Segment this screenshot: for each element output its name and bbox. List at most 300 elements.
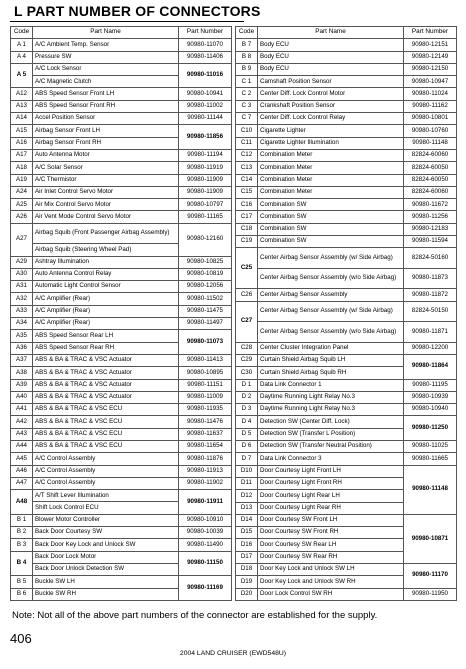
connector-code: A36 xyxy=(11,342,33,354)
part-number: 90980-11169 xyxy=(179,576,232,601)
part-number: 90980-10910 xyxy=(179,514,232,526)
connector-code: C12 xyxy=(236,149,258,161)
connector-code: B 2 xyxy=(11,527,33,539)
connector-code: D19 xyxy=(236,576,258,588)
connector-code: C28 xyxy=(236,342,258,354)
connector-code: A32 xyxy=(11,293,33,305)
connector-code: A35 xyxy=(11,330,33,342)
connector-code: C17 xyxy=(236,211,258,223)
part-number: 90980-11672 xyxy=(404,199,457,211)
part-name: Combination SW xyxy=(258,223,404,235)
table-row xyxy=(11,391,232,403)
table-row xyxy=(236,137,457,149)
page-number: 406 xyxy=(10,631,32,646)
table-row xyxy=(236,404,457,416)
part-number: 90980-11476 xyxy=(179,416,232,428)
part-name: Pressure SW xyxy=(33,51,179,63)
part-name: Back Door Lock Motor xyxy=(33,551,179,563)
connector-code: D 2 xyxy=(236,391,258,403)
table-row xyxy=(236,113,457,125)
table-row xyxy=(11,465,232,477)
header-code: Code xyxy=(11,27,33,39)
table-row xyxy=(236,354,457,366)
table-row xyxy=(11,330,232,342)
table-header-row xyxy=(11,27,232,39)
connector-code: A34 xyxy=(11,318,33,330)
connector-code: A42 xyxy=(11,416,33,428)
table-row xyxy=(236,236,457,248)
table-row xyxy=(236,125,457,137)
connector-code: A14 xyxy=(11,113,33,125)
part-name: Door Lock Control SW RH xyxy=(258,588,404,600)
connector-code: D14 xyxy=(236,514,258,526)
part-number: 90980-10801 xyxy=(404,113,457,125)
table-row xyxy=(236,51,457,63)
connector-code: C16 xyxy=(236,199,258,211)
part-name: Door Key Lock and Unlock SW RH xyxy=(258,576,404,588)
part-number: 90980-11871 xyxy=(404,322,457,343)
part-number: 90980-11935 xyxy=(179,404,232,416)
table-row xyxy=(236,211,457,223)
connector-code: A12 xyxy=(11,88,33,100)
connector-code: D 1 xyxy=(236,379,258,391)
part-number: 90980-11002 xyxy=(179,100,232,112)
connector-code: A45 xyxy=(11,453,33,465)
part-number: 90980-11073 xyxy=(179,330,232,355)
connector-code: D 7 xyxy=(236,453,258,465)
part-number: 90980-11909 xyxy=(179,174,232,186)
part-number: 90980-11490 xyxy=(179,539,232,551)
part-number: 90980-11144 xyxy=(179,113,232,125)
part-number: 82824-60050 xyxy=(404,174,457,186)
connector-code: D 5 xyxy=(236,428,258,440)
connector-code: B 5 xyxy=(11,576,33,588)
part-name: ABS & BA & TRAC & VSC Actuator xyxy=(33,367,179,379)
part-name: Auto Antenna Motor xyxy=(33,149,179,161)
part-name: Combination SW xyxy=(258,211,404,223)
part-name: Camshaft Position Sensor xyxy=(258,76,404,88)
part-number: 82824-60060 xyxy=(404,149,457,161)
part-number: 90980-11009 xyxy=(179,391,232,403)
connector-code: A18 xyxy=(11,162,33,174)
table-row xyxy=(11,186,232,198)
part-name: Crankshaft Position Sensor xyxy=(258,100,404,112)
part-name: Combination SW xyxy=(258,236,404,248)
part-number: 90980-10825 xyxy=(179,256,232,268)
table-row xyxy=(11,551,232,563)
part-number: 90980-11873 xyxy=(404,268,457,289)
table-row xyxy=(236,63,457,75)
connector-code: C11 xyxy=(236,137,258,149)
part-number: 90980-11194 xyxy=(179,149,232,161)
table-row xyxy=(11,379,232,391)
part-name: Daytime Running Light Relay No.3 xyxy=(258,391,404,403)
header-code: Code xyxy=(236,27,258,39)
table-row xyxy=(11,527,232,539)
connector-code: A 5 xyxy=(11,63,33,88)
part-name: Air Vent Mode Control Servo Motor xyxy=(33,211,179,223)
table-row xyxy=(236,100,457,112)
connector-code: A16 xyxy=(11,137,33,149)
connector-code: D13 xyxy=(236,502,258,514)
table-row xyxy=(236,186,457,198)
part-name: Back Door Unlock Detection SW xyxy=(33,563,179,575)
part-name: Automatic Light Control Sensor xyxy=(33,281,179,293)
part-name: Air Inlet Control Servo Motor xyxy=(33,186,179,198)
connector-code: C13 xyxy=(236,162,258,174)
connector-code: A37 xyxy=(11,354,33,366)
table-row xyxy=(236,88,457,100)
part-name: Airbag Sensor Front LH xyxy=(33,125,179,137)
part-number: 90980-10940 xyxy=(404,404,457,416)
part-name: Accel Position Sensor xyxy=(33,113,179,125)
part-name: Daytime Running Light Relay No.3 xyxy=(258,404,404,416)
part-number: 90980-11170 xyxy=(404,563,457,588)
part-number: 90980-11250 xyxy=(404,416,457,441)
connector-code: D 4 xyxy=(236,416,258,428)
connector-code: A41 xyxy=(11,404,33,416)
part-name: ABS & BA & TRAC & VSC ECU xyxy=(33,428,179,440)
part-number: 90980-11025 xyxy=(404,441,457,453)
table-row xyxy=(236,223,457,235)
part-name: ABS & BA & TRAC & VSC Actuator xyxy=(33,391,179,403)
connector-code: D 3 xyxy=(236,404,258,416)
part-number: 90980-11502 xyxy=(179,293,232,305)
part-name: Combination Meter xyxy=(258,186,404,198)
part-name: Detection SW (Transfer Neutral Position) xyxy=(258,441,404,453)
table-row xyxy=(11,211,232,223)
connector-code: C 7 xyxy=(236,113,258,125)
connector-code: A27 xyxy=(11,223,33,256)
part-name: Door Courtesy SW Front LH xyxy=(258,514,404,526)
table-row xyxy=(11,367,232,379)
part-number: 90980-11256 xyxy=(404,211,457,223)
table-row xyxy=(236,268,457,289)
connector-code: A 4 xyxy=(11,51,33,63)
table-row xyxy=(11,88,232,100)
part-name: Cigarette Lighter xyxy=(258,125,404,137)
header-part-number: Part Number xyxy=(404,27,457,39)
part-number: 90980-10871 xyxy=(404,514,457,563)
page-title: L PART NUMBER OF CONNECTORS xyxy=(14,3,261,19)
table-row xyxy=(11,441,232,453)
table-row xyxy=(11,51,232,63)
part-name: Center Airbag Sensor Assembly xyxy=(258,289,404,301)
table-row xyxy=(11,318,232,330)
table-row xyxy=(11,453,232,465)
connector-code: A38 xyxy=(11,367,33,379)
connector-code: C 1 xyxy=(236,76,258,88)
part-number: 90980-11864 xyxy=(404,354,457,379)
connector-code: C18 xyxy=(236,223,258,235)
part-name: ABS Speed Sensor Rear LH xyxy=(33,330,179,342)
table-row xyxy=(236,301,457,322)
connector-code: D10 xyxy=(236,465,258,477)
table-row xyxy=(11,281,232,293)
part-name: ABS & BA & TRAC & VSC ECU xyxy=(33,404,179,416)
part-number: 90980-10819 xyxy=(179,268,232,280)
part-number: 90980-11148 xyxy=(404,137,457,149)
part-name: Cigarette Lighter Illumination xyxy=(258,137,404,149)
connector-code: A 1 xyxy=(11,39,33,51)
connector-code: A30 xyxy=(11,268,33,280)
part-name: Door Courtesy SW Rear RH xyxy=(258,551,404,563)
connector-code: C27 xyxy=(236,301,258,342)
part-number: 90980-10760 xyxy=(404,125,457,137)
part-number: 90980-11654 xyxy=(179,441,232,453)
part-number: 90980-11070 xyxy=(179,39,232,51)
connector-code: D20 xyxy=(236,588,258,600)
part-name: Combination Meter xyxy=(258,162,404,174)
part-number: 90980-11413 xyxy=(179,354,232,366)
part-number: 90980-11665 xyxy=(404,453,457,465)
table-row xyxy=(236,162,457,174)
part-number: 90980-12150 xyxy=(404,63,457,75)
part-name: A/C Solar Sensor xyxy=(33,162,179,174)
part-number: 90980-11475 xyxy=(179,305,232,317)
table-row xyxy=(11,256,232,268)
connector-code: C26 xyxy=(236,289,258,301)
part-name: Door Key Lock and Unlock SW LH xyxy=(258,563,404,575)
part-name: Airbag Squib (Front Passenger Airbag Assembly) xyxy=(33,223,179,244)
part-name: Door Courtesy Light Rear LH xyxy=(258,490,404,502)
part-number: 90980-11856 xyxy=(179,125,232,150)
connector-code: A19 xyxy=(11,174,33,186)
part-number: 90980-11162 xyxy=(404,100,457,112)
connector-code: D11 xyxy=(236,477,258,489)
part-name: Body ECU xyxy=(258,51,404,63)
part-name: Detection SW (Transfer L Position) xyxy=(258,428,404,440)
part-name: ABS Speed Sensor Front LH xyxy=(33,88,179,100)
connector-code: C19 xyxy=(236,236,258,248)
page-footer: 2004 LAND CRUISER (EWD548U) xyxy=(179,650,287,657)
part-number: 90980-11902 xyxy=(179,477,232,489)
part-number: 90980-11909 xyxy=(179,186,232,198)
part-name: A/T Shift Lever Illumination xyxy=(33,490,179,502)
table-row xyxy=(11,199,232,211)
table-row xyxy=(236,342,457,354)
connector-table-right xyxy=(235,26,457,601)
part-name: ABS & BA & TRAC & VSC ECU xyxy=(33,441,179,453)
part-name: A/C Lock Sensor xyxy=(33,63,179,75)
connector-code: C14 xyxy=(236,174,258,186)
table-row xyxy=(236,39,457,51)
part-number: 90980-12183 xyxy=(404,223,457,235)
part-number: 90980-11151 xyxy=(179,379,232,391)
table-row xyxy=(11,113,232,125)
part-number: 90980-10895 xyxy=(179,367,232,379)
table-row xyxy=(11,268,232,280)
part-name: A/C Magnetic Clutch xyxy=(33,76,179,88)
connector-code: A47 xyxy=(11,477,33,489)
part-name: Curtain Shield Airbag Squib RH xyxy=(258,367,404,379)
connector-code: B 1 xyxy=(11,514,33,526)
table-row xyxy=(11,539,232,551)
part-number: 90980-12200 xyxy=(404,342,457,354)
part-number: 90980-12149 xyxy=(404,51,457,63)
connector-code: D18 xyxy=(236,563,258,575)
part-number: 90980-12151 xyxy=(404,39,457,51)
connector-code: A15 xyxy=(11,125,33,137)
table-row xyxy=(11,174,232,186)
table-row xyxy=(236,416,457,428)
connector-code: D 6 xyxy=(236,441,258,453)
table-row xyxy=(11,293,232,305)
table-row xyxy=(236,441,457,453)
part-name: Airbag Squib (Steering Wheel Pad) xyxy=(33,244,179,256)
part-name: Door Courtesy Light Rear RH xyxy=(258,502,404,514)
part-number: 90980-11872 xyxy=(404,289,457,301)
connector-code: A29 xyxy=(11,256,33,268)
part-number: 82824-60050 xyxy=(404,162,457,174)
part-name: Center Airbag Sensor Assembly (w/ Side Airbag) xyxy=(258,301,404,322)
table-row xyxy=(11,149,232,161)
part-name: A/C Thermistor xyxy=(33,174,179,186)
part-number: 90980-11950 xyxy=(404,588,457,600)
part-name: Combination Meter xyxy=(258,149,404,161)
part-number: 90980-11876 xyxy=(179,453,232,465)
part-number: 90980-11016 xyxy=(179,63,232,88)
part-number: 90980-12160 xyxy=(179,223,232,256)
part-number: 90980-10039 xyxy=(179,527,232,539)
connector-code: A24 xyxy=(11,186,33,198)
part-name: Ashtray Illumination xyxy=(33,256,179,268)
table-row xyxy=(236,248,457,269)
part-name: A/C Amplifier (Rear) xyxy=(33,305,179,317)
table-row xyxy=(11,514,232,526)
connector-code: A26 xyxy=(11,211,33,223)
part-name: A/C Control Assembly xyxy=(33,453,179,465)
table-row xyxy=(11,305,232,317)
part-name: Combination SW xyxy=(258,199,404,211)
connector-code: A40 xyxy=(11,391,33,403)
table-header-row xyxy=(236,27,457,39)
connector-tables xyxy=(10,26,456,601)
part-name: Center Airbag Sensor Assembly (w/o Side Airbag) xyxy=(258,322,404,343)
part-name: Data Link Connector 3 xyxy=(258,453,404,465)
table-row xyxy=(236,76,457,88)
part-name: Center Diff. Lock Control Relay xyxy=(258,113,404,125)
part-name: Door Courtesy Light Front RH xyxy=(258,477,404,489)
part-name: A/C Control Assembly xyxy=(33,477,179,489)
connector-code: C15 xyxy=(236,186,258,198)
part-name: Center Cluster Integration Panel xyxy=(258,342,404,354)
part-name: A/C Control Assembly xyxy=(33,465,179,477)
part-name: A/C Amplifier (Rear) xyxy=(33,293,179,305)
table-row xyxy=(11,63,232,75)
part-name: ABS & BA & TRAC & VSC Actuator xyxy=(33,379,179,391)
part-name: Back Door Key Lock and Unlock SW xyxy=(33,539,179,551)
part-name: A/C Amplifier (Rear) xyxy=(33,318,179,330)
part-number: 90980-11024 xyxy=(404,88,457,100)
connector-table-left xyxy=(10,26,232,601)
part-number: 82824-60060 xyxy=(404,186,457,198)
part-name: ABS & BA & TRAC & VSC Actuator xyxy=(33,354,179,366)
table-row xyxy=(11,223,232,244)
part-name: Detection SW (Center Diff. Lock) xyxy=(258,416,404,428)
part-name: ABS Speed Sensor Rear RH xyxy=(33,342,179,354)
table-row xyxy=(11,354,232,366)
part-name: Data Link Connector 1 xyxy=(258,379,404,391)
connector-code: C29 xyxy=(236,354,258,366)
table-row xyxy=(11,404,232,416)
part-name: Auto Antenna Control Relay xyxy=(33,268,179,280)
table-row xyxy=(11,125,232,137)
connector-code: D17 xyxy=(236,551,258,563)
connector-code: A31 xyxy=(11,281,33,293)
connector-code: A44 xyxy=(11,441,33,453)
part-name: Curtain Shield Airbag Squib LH xyxy=(258,354,404,366)
part-name: Door Courtesy SW Front RH xyxy=(258,527,404,539)
part-name: Shift Lock Control ECU xyxy=(33,502,179,514)
part-number: 90980-11148 xyxy=(404,465,457,514)
table-row xyxy=(236,563,457,575)
part-number: 82824-50160 xyxy=(404,248,457,269)
table-row xyxy=(236,379,457,391)
part-number: 90980-11165 xyxy=(179,211,232,223)
table-row xyxy=(236,453,457,465)
connector-code: D16 xyxy=(236,539,258,551)
part-name: Door Courtesy Light Front LH xyxy=(258,465,404,477)
part-number: 90980-10941 xyxy=(179,88,232,100)
header-part-number: Part Number xyxy=(179,27,232,39)
table-row xyxy=(236,514,457,526)
part-name: Back Door Courtesy SW xyxy=(33,527,179,539)
connector-code: C 3 xyxy=(236,100,258,112)
connector-code: C10 xyxy=(236,125,258,137)
part-name: Combination Meter xyxy=(258,174,404,186)
part-name: Body ECU xyxy=(258,63,404,75)
part-name: Body ECU xyxy=(258,39,404,51)
part-number: 90980-11919 xyxy=(179,162,232,174)
table-row xyxy=(11,416,232,428)
part-name: Buckle SW LH xyxy=(33,576,179,588)
part-name: ABS & BA & TRAC & VSC ECU xyxy=(33,416,179,428)
part-number: 90980-10939 xyxy=(404,391,457,403)
connector-code: C30 xyxy=(236,367,258,379)
table-row xyxy=(11,100,232,112)
table-row xyxy=(11,477,232,489)
part-name: Center Airbag Sensor Assembly (w/ Side Airbag) xyxy=(258,248,404,269)
connector-code: A43 xyxy=(11,428,33,440)
part-number: 90980-11637 xyxy=(179,428,232,440)
part-number: 90980-11913 xyxy=(179,465,232,477)
part-name: Blower Motor Controller xyxy=(33,514,179,526)
part-number: 90980-11406 xyxy=(179,51,232,63)
connector-code: A25 xyxy=(11,199,33,211)
part-name: Airbag Sensor Front RH xyxy=(33,137,179,149)
connector-code: B 7 xyxy=(236,39,258,51)
table-row xyxy=(236,289,457,301)
part-name: Door Courtesy SW Rear LH xyxy=(258,539,404,551)
part-number: 90980-11594 xyxy=(404,236,457,248)
table-row xyxy=(11,490,232,502)
connector-code: A33 xyxy=(11,305,33,317)
table-row xyxy=(236,322,457,343)
connector-code: B 3 xyxy=(11,539,33,551)
table-row xyxy=(236,391,457,403)
connector-code: A17 xyxy=(11,149,33,161)
connector-code: A46 xyxy=(11,465,33,477)
table-row xyxy=(236,174,457,186)
table-row xyxy=(236,149,457,161)
table-row xyxy=(236,588,457,600)
table-row xyxy=(11,39,232,51)
part-name: ABS Speed Sensor Front RH xyxy=(33,100,179,112)
table-row xyxy=(236,199,457,211)
part-number: 90980-11195 xyxy=(404,379,457,391)
connector-code: B 9 xyxy=(236,63,258,75)
